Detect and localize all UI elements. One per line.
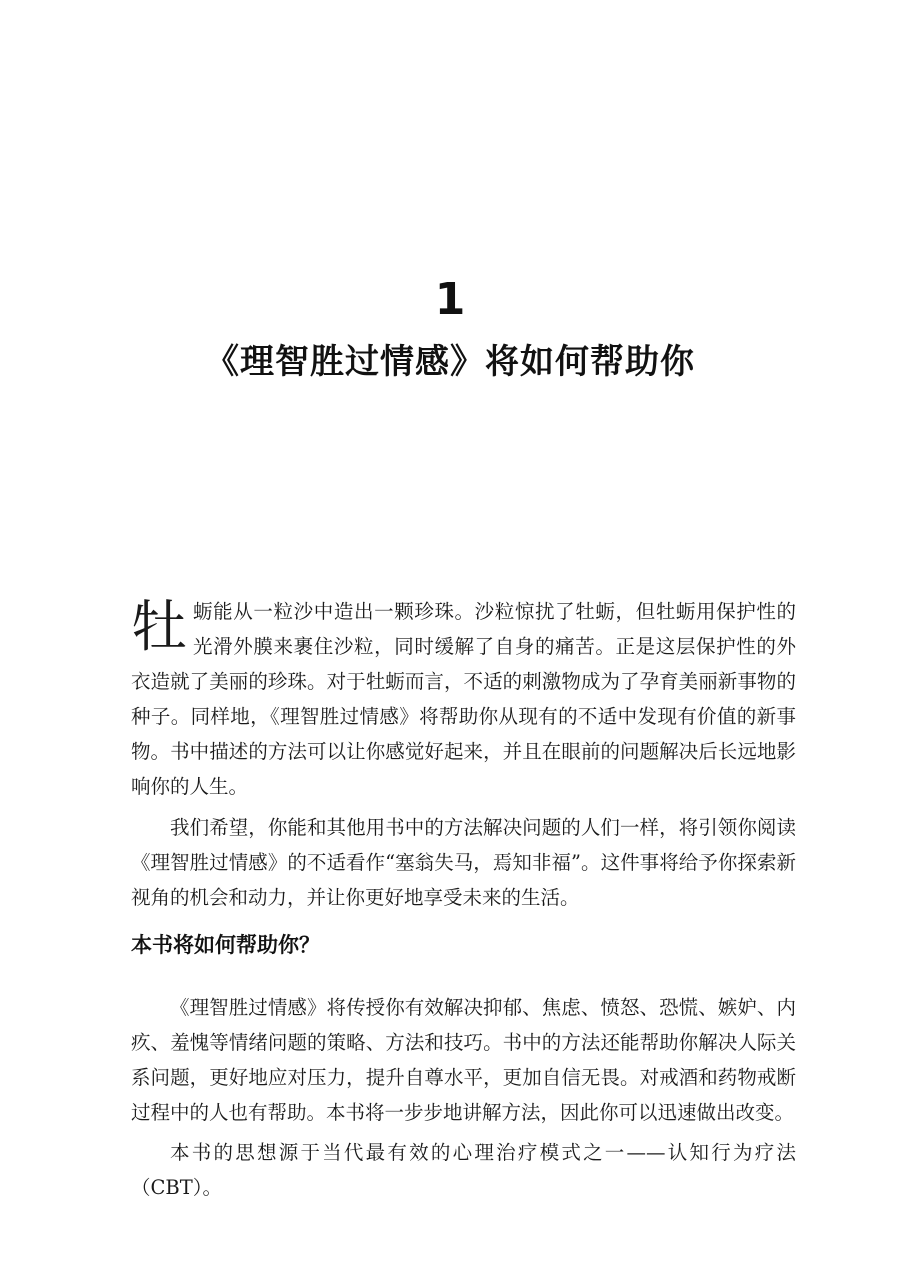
section-paragraph-1: 《理智胜过情感》将传授你有效解决抑郁、焦虑、愤怒、恐慌、嫉妒、内疚、羞愧等情绪问题的策略、方法和技巧。书中的方法还能帮助你解决人际关系问题，更好地应对压力，提升自尊水平，更加自信无畏。对戒酒和药物戒断过程中的人也有帮助。本书将一步步地讲解方法，因此你可以迅速做出改变。 [131, 996, 796, 1124]
section-heading: 本书将如何帮助你？ [131, 933, 320, 957]
intro-paragraph-1 [131, 594, 796, 804]
drop-cap: 牡 [131, 595, 187, 660]
chapter-number: 1 [434, 274, 466, 325]
intro-paragraph-2: 我们希望，你能和其他用书中的方法解决问题的人们一样，将引领你阅读《理智胜过情感》的不适看作“塞翁失马，焉知非福”。这件事将给予你探索新视角的机会和动力，并让你更好地享受未来的生活。 [131, 816, 796, 909]
section-paragraph-2: 本书的思想源于当代最有效的心理治疗模式之一——认知行为疗法（CBT）。 [131, 1141, 796, 1199]
intro-paragraph-1-text: 蛎能从一粒沙中造出一颗珍珠。沙粒惊扰了牡蛎，但牡蛎用保护性的光滑外膜来裹住沙粒，同时缓解了自身的痛苦。正是这层保护性的外衣造就了美丽的珍珠。对于牡蛎而言，不适的刺激物成为了孕育美丽新事物的种子。同样地，《理智胜过情感》将帮助你从现有的不适中发现有价值的新事物。书中描述的方法可以让你感觉好起来，并且在眼前的问题解决后长远地影响你的人生。 [131, 600, 796, 798]
chapter-title: 《理智胜过情感》将如何帮助你 [205, 342, 695, 382]
